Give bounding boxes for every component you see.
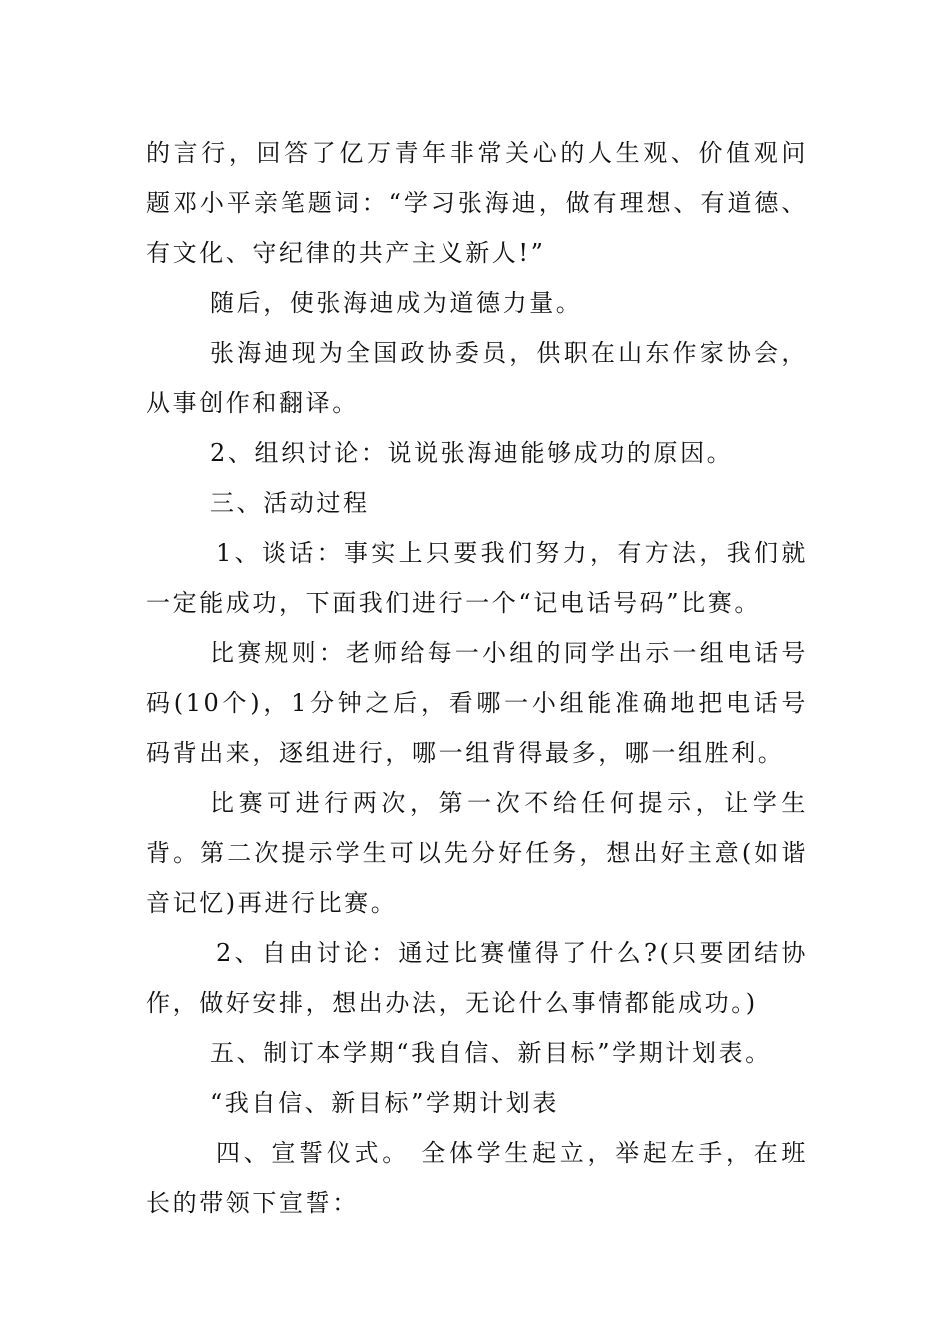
paragraph-organize-discussion: 2、组织讨论：说说张海迪能够成功的原因。	[210, 439, 734, 467]
document-body	[146, 128, 808, 1228]
paragraph-zhang-haidi-quote: 的言行，回答了亿万青年非常关心的人生观、价值观问题邓小平亲笔题词：“学习张海迪，做有理想、有道德、有文化、守纪律的共产主义新人!”	[146, 139, 808, 267]
paragraph-oath-ceremony: 四、宣誓仪式。 全体学生起立，举起左手，在班长的带领下宣誓：	[146, 1139, 808, 1217]
paragraph-competition-rounds: 比赛可进行两次，第一次不给任何提示，让学生背。第二次提示学生可以先分好任务，想出好主意(如谐音记忆)再进行比赛。	[146, 789, 808, 917]
heading-semester-plan: 五、制订本学期“我自信、新目标”学期计划表。	[210, 1039, 772, 1067]
paragraph-moral-force: 随后，使张海迪成为道德力量。	[210, 289, 583, 317]
paragraph-competition-rules: 比赛规则：老师给每一小组的同学出示一组电话号码(10个)，1分钟之后，看哪一小组能准确地把电话号码背出来，逐组进行，哪一组背得最多，哪一组胜利。	[146, 639, 808, 767]
paragraph-current-role: 张海迪现为全国政协委员，供职在山东作家协会，从事创作和翻译。	[146, 339, 808, 417]
paragraph-free-discussion: 2、自由讨论：通过比赛懂得了什么?(只要团结协作，做好安排，想出办法，无论什么事情都能成功。)	[146, 939, 808, 1017]
heading-activity-process: 三、活动过程	[210, 489, 370, 517]
plan-table-title: “我自信、新目标”学期计划表	[210, 1089, 559, 1117]
paragraph-talk: 1、谈话：事实上只要我们努力，有方法，我们就一定能成功，下面我们进行一个“记电话号码”比赛。	[146, 539, 808, 617]
